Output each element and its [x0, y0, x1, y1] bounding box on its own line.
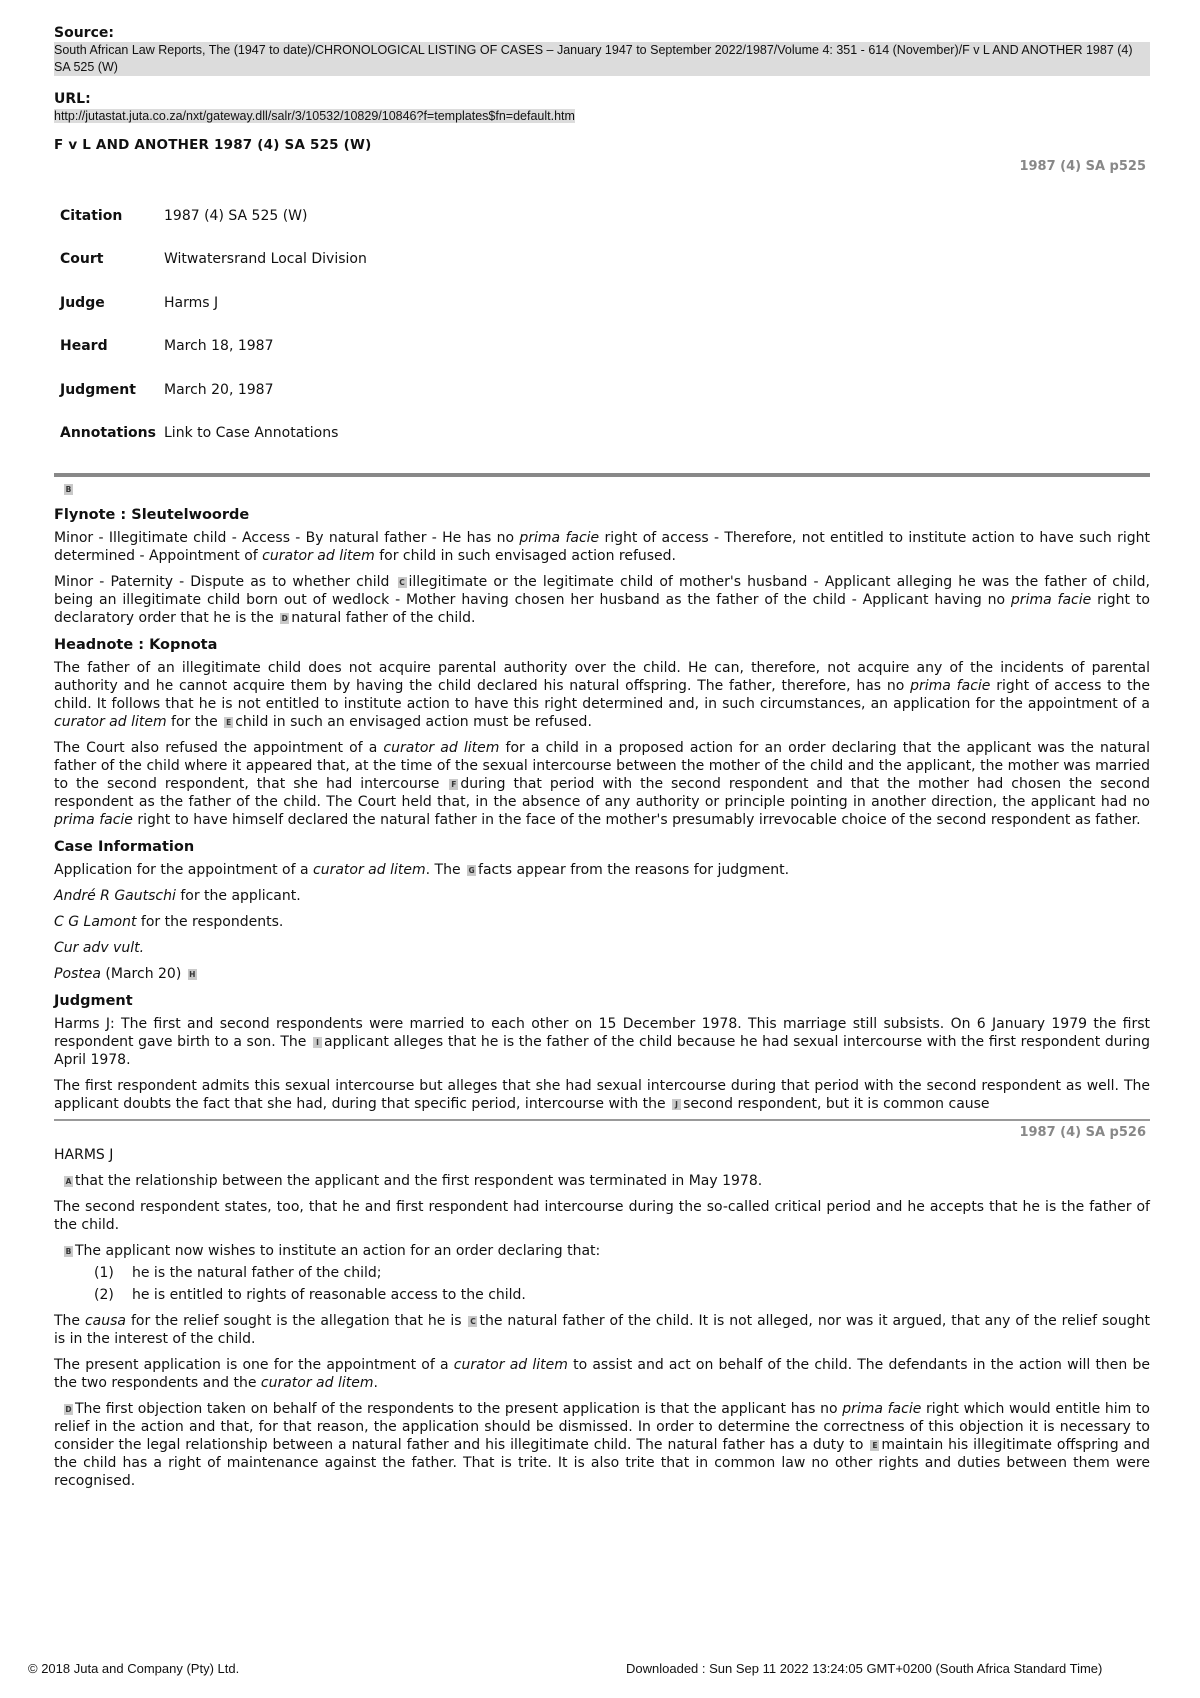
margin-marker-i: I — [313, 1037, 322, 1048]
page-break-rule — [54, 1119, 1150, 1121]
meta-key: Court — [60, 251, 104, 268]
margin-marker-a: A — [65, 1176, 72, 1186]
judgment-paragraph: A that the relationship between the applicant and the first respondent was terminated in May 1978. — [65, 1173, 763, 1189]
source-label: Source: — [54, 25, 114, 41]
declaration-list — [54, 1262, 1150, 1306]
margin-marker-c: C — [399, 577, 405, 587]
headnote-heading: Headnote : Kopnota — [54, 637, 218, 653]
section-divider — [54, 473, 1150, 477]
margin-marker-f: F — [451, 779, 457, 789]
judgment-paragraph: Harms J: The first and second respondents were married to each other on 15 December 1978. This marriage still subsists. On 6 January 1979 the first respondent gave birth to a son. The I applicant alleges that he is the father of the child because he had sexual intercourse with the first respondent during April 1978. — [54, 1016, 1151, 1068]
meta-key: Citation — [60, 207, 123, 224]
meta-key: Annotations — [60, 425, 156, 442]
url-block — [54, 90, 1150, 125]
flynote-paragraph: Minor - Paternity - Dispute as to whether child C illegitimate or the legitimate child of mother's husband - Applicant alleging he was the father of child, being an illegitimate child born out of wedlock - Mother having chosen her husband as the father of the child - Applicant having no prima facie right to declaratory order that he is the D natural father of the child. — [54, 574, 1150, 626]
judgment-paragraph: The present application is one for the appointment of a curator ad litem to assist and act on behalf of the child. The defendants in the action will then be the two respondents and the curator ad litem. — [54, 1357, 1150, 1391]
judgment-paragraph: The causa for the relief sought is the allegation that he is C the natural father of the child. It is not alleged, nor was it argued, that any of the relief sought is in the interest of the child. — [54, 1313, 1150, 1347]
margin-marker-j: J — [672, 1099, 681, 1110]
counsel-respondents: C G Lamont for the respondents. — [54, 914, 284, 930]
margin-marker-g: G — [468, 865, 475, 875]
meta-row-citation — [60, 194, 367, 238]
source-block — [54, 24, 1150, 76]
meta-key: Heard — [60, 338, 108, 355]
meta-value: March 20, 1987 — [164, 381, 274, 398]
source-text: South African Law Reports, The (1947 to date)/CHRONOLOGICAL LISTING OF CASES – January 1947 to September 2022/1987/Volume 4: 351 - 614 (November)/F v L AND ANOTHER 1987 (4) SA 525 (W) — [54, 42, 1150, 76]
case-info-paragraph: Application for the appointment of a curator ad litem. The G facts appear from the reasons for judgment. — [54, 862, 790, 878]
margin-marker-c: C — [470, 1316, 476, 1326]
judgment-paragraph: D The first objection taken on behalf of the respondents to the present application is that the applicant has no prima facie right which would entitle him to relief in the action and that, for that reason, the application should be dismissed. In order to determine the correctness of this objection it is necessary to consider the legal relationship between a natural father and his illegitimate child. The natural father has a duty to E maintain his illegitimate offspring and the child has a right of maintenance against the father. That is trite. It is also trite that in common law no other rights and duties between them were recognised. — [54, 1401, 1150, 1489]
page-footer — [28, 1661, 1178, 1676]
list-item: (1) he is the natural father of the child; — [94, 1265, 382, 1281]
page-reference: 1987 (4) SA p526 — [1019, 1125, 1146, 1140]
meta-row-court — [60, 238, 367, 282]
flynote-paragraph: Minor - Illegitimate child - Access - By natural father - He has no prima facie right of access - Therefore, not entitled to institute action to have such right determined - Appointment of curator ad litem for child in such envisaged action refused. — [54, 530, 1151, 564]
meta-row-annotations — [60, 412, 367, 456]
margin-marker-e: E — [872, 1440, 878, 1450]
case-meta-table — [60, 194, 367, 455]
judgment-paragraph: The second respondent states, too, that he and first respondent had intercourse during the so-called critical period and he accepts that he is the father of the child. — [54, 1199, 1150, 1233]
postea: Postea (March 20) H — [54, 966, 196, 982]
meta-key: Judgment — [60, 381, 136, 398]
document-page — [54, 24, 1150, 1498]
margin-marker-h: H — [189, 969, 196, 979]
judgment-paragraph: The first respondent admits this sexual intercourse but alleges that she had sexual intercourse during that period with the second respondent as well. The applicant doubts the fact that she had, during that specific period, intercourse with the J second respondent, but it is common cause — [54, 1078, 1150, 1112]
meta-row-heard — [60, 325, 367, 369]
margin-marker-b: B — [65, 484, 72, 494]
headnote-paragraph: The Court also refused the appointment of a curator ad litem for a child in a proposed action for an order declaring that the applicant was the natural father of the child where it appeared that, at the time of the sexual intercourse between the mother of the child and the applicant, the mother was married to the second respondent, that she had intercourse F during that period with the second respondent and that the mother had chosen the second respondent as the father of the child. The Court held that, in the absence of any authority or principle pointing in another direction, the applicant had no prima facie right to have himself declared the natural father in the face of the mother's presumably irrevocable choice of the second respondent as father. — [54, 740, 1151, 828]
meta-row-judge — [60, 281, 367, 325]
meta-value: Harms J — [164, 294, 219, 311]
margin-marker-b: B — [65, 1246, 72, 1256]
copyright-text: © 2018 Juta and Company (Pty) Ltd. — [28, 1661, 240, 1676]
meta-value: March 18, 1987 — [164, 338, 274, 355]
case-title: F v L AND ANOTHER 1987 (4) SA 525 (W) — [54, 137, 372, 153]
running-head: HARMS J — [54, 1147, 114, 1163]
judgment-heading: Judgment — [54, 993, 133, 1009]
flynote-heading: Flynote : Sleutelwoorde — [54, 507, 250, 523]
page-reference: 1987 (4) SA p525 — [1019, 159, 1146, 174]
margin-marker-d: D — [65, 1404, 72, 1414]
list-item: (2) he is entitled to rights of reasonable access to the child. — [94, 1287, 526, 1303]
annotations-link[interactable]: Link to Case Annotations — [164, 425, 339, 442]
judgment-paragraph: B The applicant now wishes to institute an action for an order declaring that: — [65, 1243, 601, 1259]
url-link[interactable]: http://jutastat.juta.co.za/nxt/gateway.dll/salr/3/10532/10829/10846?f=templates$fn=default.htm — [54, 109, 575, 123]
cur-adv-vult: Cur adv vult. — [54, 940, 145, 956]
meta-value: Witwatersrand Local Division — [164, 251, 367, 268]
case-info-heading: Case Information — [54, 839, 195, 855]
headnote-paragraph: The father of an illegitimate child does not acquire parental authority over the child. He can, therefore, not acquire any of the incidents of parental authority and he cannot acquire them by having the child declared his natural offspring. The father, therefore, has no prima facie right of access to the child. It follows that he is not entitled to institute action to have this right determined and, in such circumstances, an application for the appointment of a curator ad litem for the E child in such an envisaged action must be refused. — [54, 660, 1150, 730]
download-timestamp: Downloaded : Sun Sep 11 2022 13:24:05 GMT+0200 (South Africa Standard Time) — [626, 1661, 1103, 1676]
margin-marker-d: D — [281, 613, 288, 623]
meta-row-judgment — [60, 368, 367, 412]
meta-value: 1987 (4) SA 525 (W) — [164, 207, 308, 224]
counsel-applicant: André R Gautschi for the applicant. — [54, 888, 301, 904]
margin-marker-e: E — [226, 717, 232, 727]
url-label: URL: — [54, 91, 91, 107]
meta-key: Judge — [60, 294, 105, 311]
